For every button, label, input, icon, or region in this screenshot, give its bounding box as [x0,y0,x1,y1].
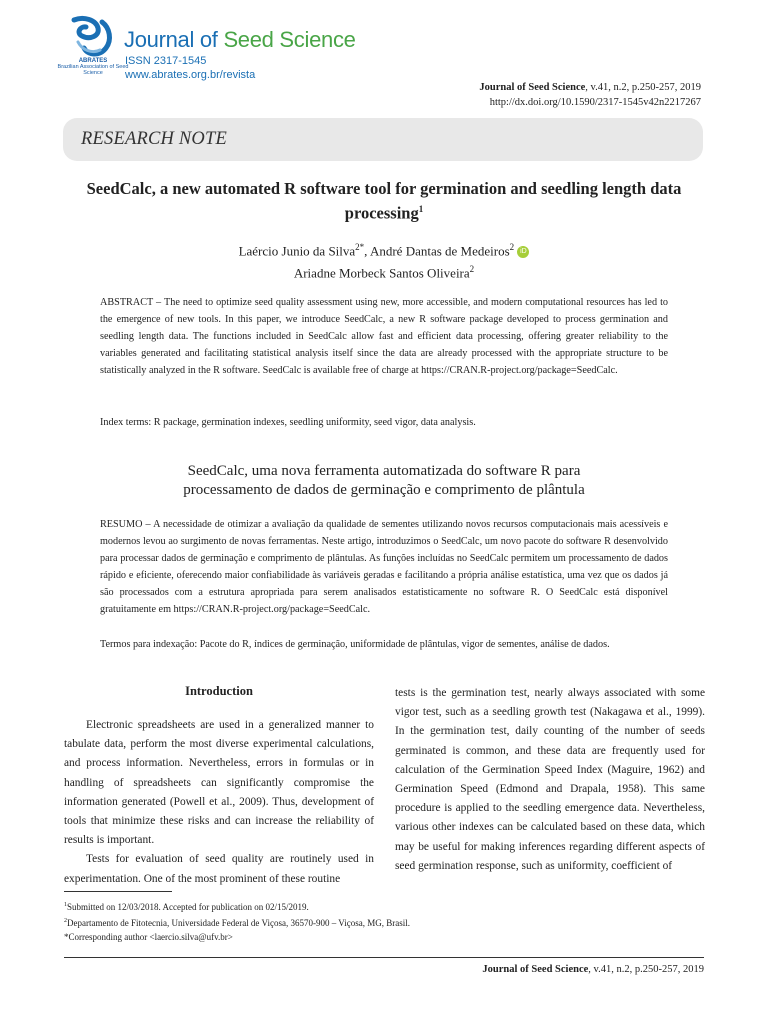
resumo-text: A necessidade de otimizar a avaliação da qualidade de sementes utilizando novos recursos computacionais mais acessíveis e modernos levou ao surgimento de novas ferramentas. Neste artigo, introduzimos o SeedCalc, um novo pacote do software R desenvolvido para processar dados de germinação e comprimento de plântulas. As funções incluídas no SeedCalc permitem um processamento de dados rápido e eficiente, oferecendo maior confiabilidade às variáveis geradas e facilitando a própria análise estatística, uma vez que os dados já são processados com a estrutura apropriada para serem analisados estatisticamente no software R. O SeedCalc está disponível gratuitamente em https://CRAN.R-project.org/package=SeedCalc. [100,519,668,615]
author-2-mark: 2 [509,242,515,252]
resumo [100,516,668,618]
paragraph: Electronic spreadsheets are used in a generalized manner to tabulate data, perform the most diverse experimental calculations, and process information. Nevertheless, errors in formulas or in handling of spreadsheets can significantly compromise the information generated (Powell et al., 2009). Thus, development of tools that minimize these risks and can increase the reliability of results is important. [64,719,374,847]
footnote-3: *Corresponding author <laercio.silva@ufv.br> [64,932,233,942]
citation [479,80,701,110]
article-title-text: SeedCalc, a new automated R software tool for germination and seedling length data processing [86,179,682,223]
introduction-heading: Introduction [185,684,253,698]
abstract-text: The need to optimize seed quality assessment using new, more accessible, and modern computational resources has led to the emergence of new tools. In this paper, we introduce SeedCalc, a new R software package developed to process germination and seedling length data. The functions included in SeedCalc allow fast and efficient data processing, offering greater reliability to the variables generated and facilitating statistical analysis itself since the data are already processed with the appropriate structure to be statistically analyzed in the R software. SeedCalc is available free of charge at https://CRAN.R-project.org/package=SeedCalc. [100,297,668,376]
author-3-mark: 2 [469,264,475,275]
author-2: , André Dantas de Medeiros [364,243,510,259]
section-banner [63,118,703,161]
footnote-1 [64,898,704,914]
title-footnote-mark: 1 [418,204,424,214]
footnote-2 [64,914,704,930]
author-3: Ariadne Morbeck Santos Oliveira [293,265,470,281]
footnote-divider [64,891,172,892]
footnote-1-text: Submitted on 12/03/2018. Accepted for publication on 02/15/2019. [67,902,309,912]
logo-subtitle: Brazilian Association of Seed Science [57,64,129,76]
issn: ISSN 2317-1545 [125,55,207,67]
orcid-icon[interactable]: iD [517,246,529,258]
portuguese-title-line2: processamento de dados de germinação e comprimento de plântula [183,482,585,498]
journal-title-part2: Seed Science [223,27,356,52]
logo-name: ABRATES [78,58,108,64]
page-footer [482,964,704,975]
section-label: RESEARCH NOTE [81,129,227,149]
author-1: Laércio Junio da Silva [238,243,356,259]
abstract-label: ABSTRACT – [100,297,162,308]
portuguese-title-line1: SeedCalc, uma nova ferramenta automatizada do software R para [187,463,581,479]
doi-link[interactable]: http://dx.doi.org/10.1590/2317-1545v42n2217267 [489,97,701,108]
index-terms: Index terms: R package, germination indexes, seedling uniformity, seed vigor, data analysis. [100,417,476,428]
citation-journal: Journal of Seed Science [479,82,586,93]
footer-divider [64,957,704,958]
abstract [100,294,668,379]
author-1-mark: 2* [355,242,365,252]
footer-journal: Journal of Seed Science [482,964,589,975]
article-title [80,178,688,224]
termos-indexacao: Termos para indexação: Pacote do R, índices de germinação, uniformidade de plântulas, vigor de sementes, análise de dados. [100,639,610,650]
footer-details: , v.41, n.2, p.250-257, 2019 [588,964,704,975]
journal-website-link[interactable]: www.abrates.org.br/revista [125,69,256,81]
footnote-2-mark: 2 [64,918,67,924]
footnote-2-text: Departamento de Fitotecnia, Universidade Federal de Viçosa, 36570-900 – Viçosa, MG, Brasil. [67,918,411,928]
footnotes [64,898,704,944]
paragraph: tests is the germination test, nearly always associated with some vigor test, such as a seedling growth test (Nakagawa et al., 1999). In the germination test, daily counting of the number of seeds germinated is common, and these data are frequently used for calculation of the Germination Speed Index (Maguire, 1962) and Germination Speed (Edmond and Drapala, 1958). This same procedure is applied to the seedling emergence data. Nevertheless, various other indexes can be calculated based on these data, which may be useful for making inferences regarding different aspects of seed germination response, such as uniformity, coefficient of [395,687,705,872]
footnote-1-mark: 1 [64,902,67,908]
author-list [80,238,688,283]
journal-title-part1: Journal of [124,27,224,52]
journal-title [124,27,356,53]
logo-caption [56,58,130,76]
body-column-right [395,684,705,876]
body-column-left [64,716,374,889]
paragraph: Tests for evaluation of seed quality are routinely used in experimentation. One of the most prominent of these routine [64,853,374,885]
abrates-seed-logo-icon [62,14,124,60]
resumo-label: RESUMO – [100,519,151,530]
citation-details: , v.41, n.2, p.250-257, 2019 [585,82,701,93]
portuguese-title [80,462,688,500]
